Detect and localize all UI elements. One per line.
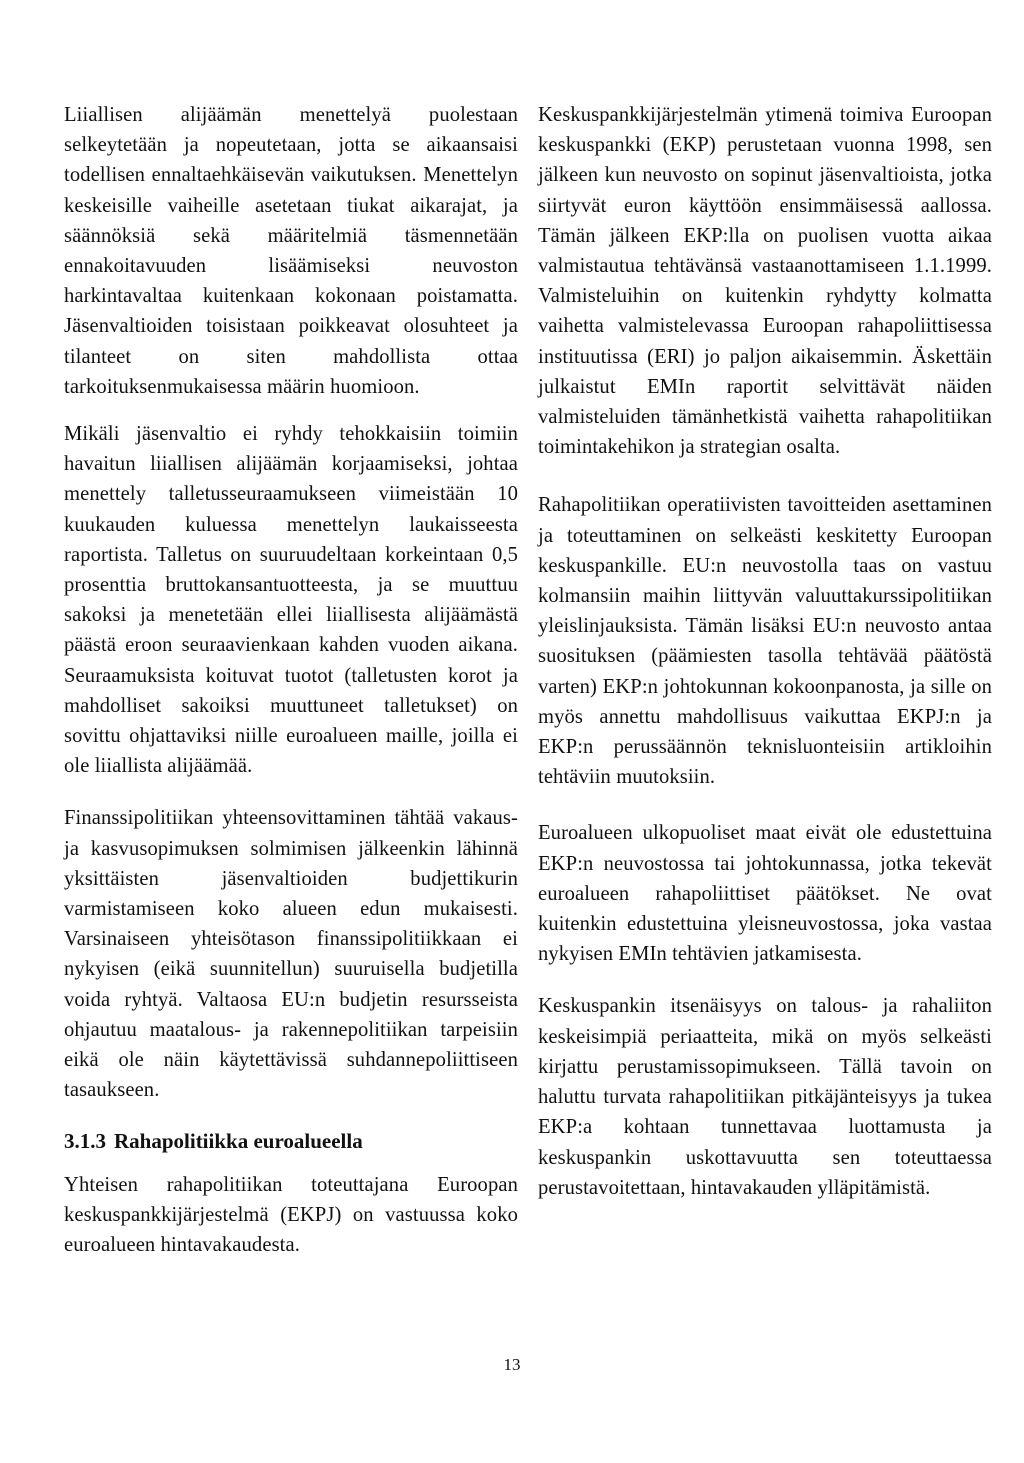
paragraph-non-euro-countries: Euroalueen ulkopuoliset maat eivät ole edustettuina EKP:n neuvostossa tai johtokunnassa, jotka tekevät euroalueen rahapoliittiset päätökset. Ne ovat kuitenkin edustettuina yleisneuvostossa, joka vastaa nykyisen EMIn tehtävien jatkamisesta. (538, 822, 992, 966)
paragraph-deposit-sanction: Mikäli jäsenvaltio ei ryhdy tehokkaisiin toimiin havaitun liiallisen alijäämän korjaamiseksi, johtaa menettely talletusseuraamukseen viimeistään 10 kuukauden kuluessa menettelyn laukaisseesta raportista. Talletus on suuruudeltaan korkeintaan 0,5 prosenttia bruttokansantuotteesta, ja se muuttuu sakoksi ja menetetään ellei liiallisesta alijäämästä päästä eroon seuraavienkaan kahden vuoden aikana. Seuraamuksista koituvat tuotot (talletusten korot ja mahdolliset sakoiksi muuttuneet talletukset) on sovittu ohjattaviksi niille euroalueen maille, joilla ei ole liiallista alijäämää. (64, 423, 518, 778)
section-title: Rahapolitiikka euroalueella (114, 1128, 363, 1153)
paragraph-ecb-establishment: Keskuspankkijärjestelmän ytimenä toimiva Euroopan keskuspankki (EKP) perustetaan vuonna 1998, sen jälkeen kun neuvosto on sopinut jäsenvaltioista, jotka siirtyvät euron käyttöön ensimmäisessä aallossa. Tämän jälkeen EKP:lla on puolisen vuotta aikaa valmistautua tehtävänsä vastaanottamiseen 1.1.1999. Valmisteluihin on kuitenkin ryhdytty kolmatta vaihetta valmistelevassa Euroopan rahapoliittisessa instituutissa (ERI) jo paljon aikaisemmin. Äskettäin julkaistut EMIn raportit selvittävät näiden valmisteluiden tämänhetkistä vaihetta rahapolitiikan toimintakehikon ja strategian osalta. (538, 104, 992, 459)
paragraph-fiscal-coordination: Finanssipolitiikan yhteensovittaminen tähtää vakaus- ja kasvusopimuksen solmimisen jälkeenkin lähinnä yksittäisten jäsenvaltioiden budjettikurin varmistamiseen koko alueen edun mukaisesti. Varsinaiseen yhteisötason finanssipolitiikkaan ei nykyisen (eikä suunnitellun) suuruisella budjetilla voida ryhtyä. Valtaosa EU:n budjetin resursseista ohjautuu maatalous- ja rakennepolitiikan tarpeisiin eikä ole näin käytettävissä suhdannepoliittiseen tasaukseen. (64, 807, 518, 1102)
paragraph-operational-objectives: Rahapolitiikan operatiivisten tavoitteiden asettaminen ja toteuttaminen on selkeästi keskitetty Euroopan keskuspankille. EU:n neuvostolla taas on vastuu kolmansiin maihin liittyvän valuuttakurssipolitiikan yleislinjauksista. Tämän lisäksi EU:n neuvosto antaa suosituksen (päämiesten tasolla tehtävää päätöstä varten) EKP:n johtokunnan kokoonpanosta, ja sille on myös annettu mahdollisuus vaikuttaa EKPJ:n ja EKP:n perussäännön teknisluonteisiin artikloihin tehtäviin muutoksiin. (538, 494, 992, 789)
paragraph-central-bank-independence: Keskuspankin itsenäisyys on talous- ja rahaliiton keskeisimpiä periaatteita, mikä on myös selkeästi kirjattu perustamissopimukseen. Tällä tavoin on haluttu turvata rahapolitiikan pitkäjänteisyys ja tukea EKP:a kohtaan tunnettavaa luottamusta ja keskuspankin uskottavuutta sen toteuttaessa perustavoitettaan, hintavakauden ylläpitämistä. (538, 995, 992, 1199)
page-number: 13 (503, 1355, 521, 1374)
section-number: 3.1.3 (64, 1128, 106, 1153)
paragraph-monetary-policy-intro: Yhteisen rahapolitiikan toteuttajana Euroopan keskuspankkijärjestelmä (EKPJ) on vastuussa koko euroalueen hintavakaudesta. (64, 1173, 518, 1256)
right-column (538, 100, 992, 1222)
left-column (64, 100, 518, 1279)
paragraph-excessive-deficit-procedure: Liiallisen alijäämän menettelyä puolestaan selkeytetään ja nopeutetaan, jotta se aikaansaisi todellisen ennaltaehkäisevän vaikutuksen. Menettelyn keskeisille vaiheille asetetaan tiukat aikarajat, ja säännöksiä sekä määritelmiä täsmennetään ennakoitavuuden lisäämiseksi neuvoston harkintavaltaa kuitenkaan kokonaan poistamatta. Jäsenvaltioiden toisistaan poikkeavat olosuhteet ja tilanteet on siten mahdollista ottaa tarkoituksenmukaisessa määrin huomioon. (64, 104, 518, 398)
section-heading (64, 1126, 518, 1156)
